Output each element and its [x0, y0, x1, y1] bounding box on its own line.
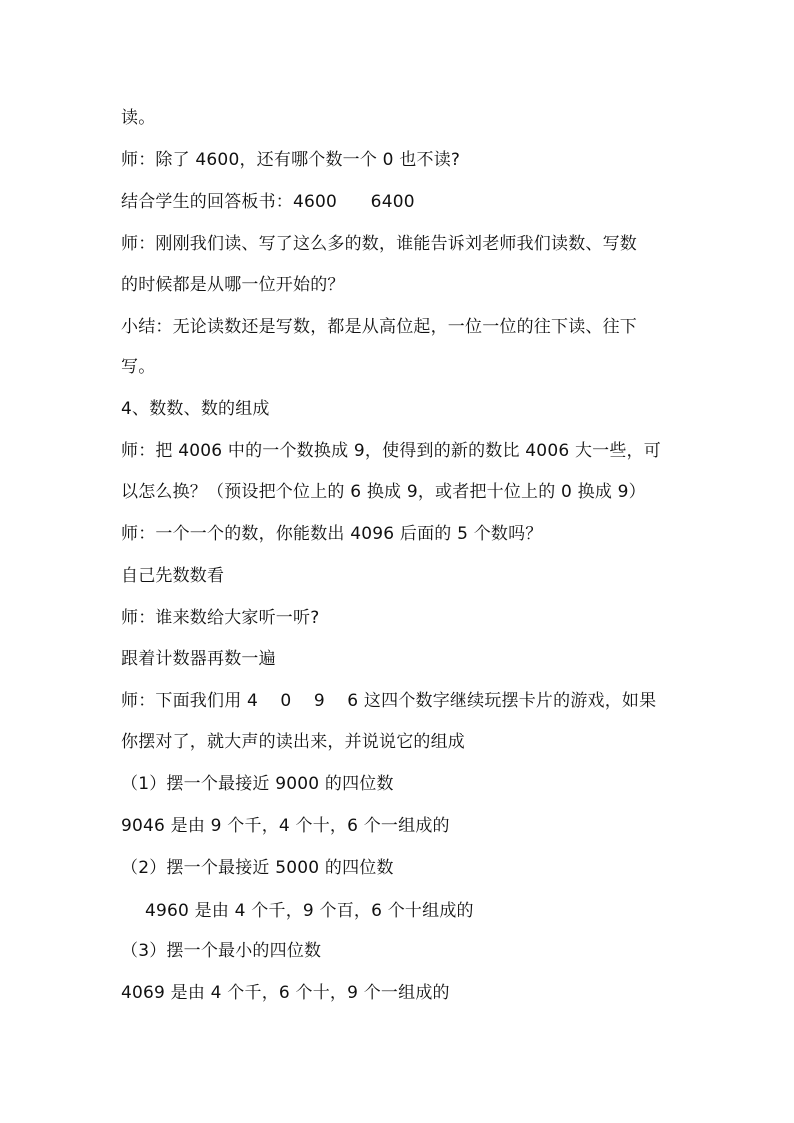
text-line: 写。: [121, 357, 156, 377]
text-line: 自己先数数看: [121, 566, 225, 586]
text-line: 师：谁来数给大家听一听?: [121, 608, 320, 628]
text-line: 师：下面我们用 4 0 9 6 这四个数字继续玩摆卡片的游戏，如果: [121, 691, 657, 711]
text-line: 师：把 4006 中的一个数换成 9，使得到的新的数比 4006 大一些，可: [121, 441, 661, 461]
text-line: 的时候都是从哪一位开始的？: [121, 275, 345, 295]
text-line: 小结：无论读数还是写数，都是从高位起，一位一位的往下读、往下: [121, 317, 637, 337]
answer-line: 4069 是由 4 个千，6 个十，9 个一组成的: [121, 983, 450, 1003]
task-item: （2）摆一个最接近 5000 的四位数: [121, 858, 394, 878]
text-line: 跟着计数器再数一遍: [121, 649, 276, 669]
text-line: 师：除了 4600，还有哪个数一个 0 也不读?: [121, 150, 461, 170]
answer-line: 9046 是由 9 个千，4 个十，6 个一组成的: [121, 816, 450, 836]
text-line: 师：一个一个的数，你能数出 4096 后面的 5 个数吗？: [121, 524, 543, 544]
text-line: 你摆对了，就大声的读出来，并说说它的组成: [121, 732, 465, 752]
task-item: （3）摆一个最小的四位数: [121, 941, 322, 961]
section-heading: 4、数数、数的组成: [121, 399, 270, 419]
text-line: 结合学生的回答板书：4600 6400: [121, 192, 415, 212]
text-line: 以怎么换？（预设把个位上的 6 换成 9，或者把十位上的 0 换成 9）: [121, 482, 646, 502]
text-line: 师：刚刚我们读、写了这么多的数，谁能告诉刘老师我们读数、写数: [121, 234, 637, 254]
task-item: （1）摆一个最接近 9000 的四位数: [121, 774, 394, 794]
answer-line: 4960 是由 4 个千，9 个百，6 个十组成的: [145, 901, 474, 921]
text-line: 读。: [121, 108, 156, 128]
